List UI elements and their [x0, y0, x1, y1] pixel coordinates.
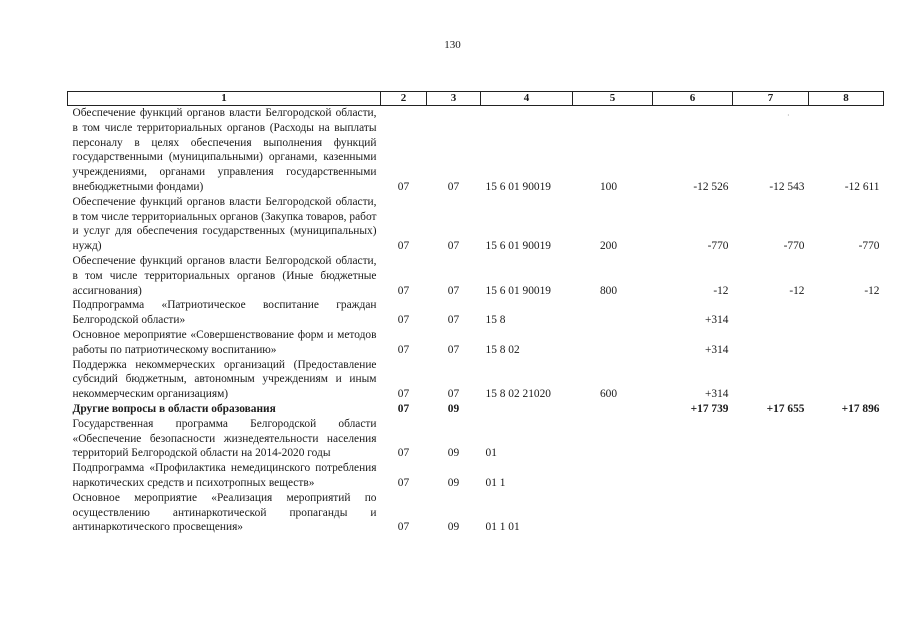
cell-c6: +314	[704, 388, 729, 401]
cell-c7	[733, 328, 809, 358]
cell-c5: 600	[599, 388, 618, 401]
cell-c5	[573, 417, 653, 461]
cell-c7	[733, 491, 809, 535]
header-cell: 5	[573, 92, 653, 106]
cell-c5: 100	[599, 180, 618, 193]
cell-c8: -770	[858, 240, 880, 253]
row-description: Обеспечение функций органов власти Белгородской области, в том числе территориальных органов (Расходы на выплаты персоналу в целях обеспечения выполнения функций государственными (муниципальными) органами, казенными учреждениями, органами управления государственными внебюджетными фондами)	[72, 107, 377, 193]
cell-c6	[653, 491, 733, 535]
cell-c4: 01	[485, 447, 497, 460]
cell-c6	[653, 417, 733, 461]
header-cell: 4	[481, 92, 573, 106]
cell-c3: 07	[447, 388, 460, 401]
cell-c6	[653, 461, 733, 491]
table-row	[68, 195, 884, 254]
cell-c8	[809, 491, 884, 535]
cell-c4: 15 8	[485, 314, 506, 327]
header-cell: 7	[733, 92, 809, 106]
cell-c7: +17 655	[766, 402, 805, 415]
cell-c5: 800	[599, 284, 618, 297]
cell-c3: 09	[447, 402, 460, 415]
cell-c7: -12 543	[769, 180, 805, 193]
table-header-row	[68, 92, 884, 106]
table-row	[68, 254, 884, 298]
table-row	[68, 491, 884, 535]
table-row	[68, 402, 884, 417]
row-description: Подпрограмма «Профилактика немедицинского потребления наркотических средств и психотропных веществ»	[72, 462, 377, 489]
row-description: Государственная программа Белгородской области «Обеспечение безопасности жизнедеятельности населения территорий Белгородской области на 2014-2020 годы	[72, 417, 377, 460]
cell-c2: 07	[397, 402, 410, 415]
cell-c2: 07	[397, 314, 410, 327]
cell-c6: -12	[713, 284, 729, 297]
cell-c2: 07	[397, 521, 410, 534]
cell-c7: -12	[789, 284, 805, 297]
cell-c8	[809, 417, 884, 461]
row-description: Поддержка некоммерческих организаций (Предоставление субсидий бюджетным, автономным учреждениям и иным некоммерческим организациям)	[72, 358, 377, 401]
stray-mark: ·	[787, 111, 790, 120]
cell-c4: 15 8 02	[485, 343, 520, 356]
cell-c7	[733, 358, 809, 402]
cell-c4: 15 6 01 90019	[485, 240, 551, 253]
header-cell: 3	[427, 92, 481, 106]
cell-c3: 07	[447, 180, 460, 193]
cell-c3: 07	[447, 240, 460, 253]
header-cell: 6	[653, 92, 733, 106]
cell-c6: -770	[707, 240, 729, 253]
cell-c6: +314	[704, 343, 729, 356]
cell-c8: +17 896	[841, 402, 880, 415]
cell-c2: 07	[397, 447, 410, 460]
cell-c2: 07	[397, 388, 410, 401]
cell-c7	[733, 298, 809, 328]
row-description: Подпрограмма «Патриотическое воспитание граждан Белгородской области»	[72, 299, 377, 327]
cell-c4: 15 6 01 90019	[485, 180, 551, 193]
cell-c2: 07	[397, 180, 410, 193]
cell-c3: 09	[447, 476, 460, 489]
cell-c4: 01 1 01	[485, 521, 520, 534]
cell-c7	[733, 461, 809, 491]
row-description: Обеспечение функций органов власти Белгородской области, в том числе территориальных органов (Закупка товаров, работ и услуг для обеспечения государственных (муниципальных) нужд)	[72, 195, 377, 253]
cell-c4: 15 6 01 90019	[485, 284, 551, 297]
cell-c8	[809, 328, 884, 358]
table-row	[68, 298, 884, 328]
cell-c6: -12 526	[693, 180, 729, 193]
cell-c5	[573, 461, 653, 491]
row-description: Основное мероприятие «Совершенствование форм и методов работы по патриотическому воспитанию»	[72, 328, 377, 356]
cell-c3: 07	[447, 314, 460, 327]
cell-c4: 15 8 02 21020	[485, 388, 551, 401]
cell-c2: 07	[397, 284, 410, 297]
cell-c3: 07	[447, 284, 460, 297]
cell-c8	[809, 461, 884, 491]
header-cell: 2	[381, 92, 427, 106]
cell-c7	[733, 417, 809, 461]
cell-c5	[573, 491, 653, 535]
cell-c7: -770	[783, 240, 805, 253]
header-cell: 8	[809, 92, 884, 106]
table-row	[68, 461, 884, 491]
cell-c2: 07	[397, 343, 410, 356]
header-cell: 1	[68, 92, 381, 106]
table-row	[68, 106, 884, 195]
cell-c4: 01 1	[485, 476, 506, 489]
row-description: Обеспечение функций органов власти Белгородской области, в том числе территориальных органов (Иные бюджетные ассигнования)	[72, 254, 377, 297]
cell-c8	[809, 298, 884, 328]
cell-c6: +17 739	[690, 402, 729, 415]
cell-c8: -12	[864, 284, 880, 297]
row-description: Основное мероприятие «Реализация мероприятий по осуществлению антинаркотической пропаганды и антинаркотического просвещения»	[72, 491, 377, 534]
table-row	[68, 358, 884, 402]
cell-c4	[481, 402, 573, 417]
cell-c8: -12 611	[844, 180, 880, 193]
table-row	[68, 328, 884, 358]
cell-c8	[809, 358, 884, 402]
table-row	[68, 417, 884, 461]
row-description: Другие вопросы в области образования	[72, 402, 276, 415]
page-number: 130	[444, 39, 461, 51]
budget-table	[67, 91, 884, 535]
cell-c2: 07	[397, 240, 410, 253]
cell-c5	[573, 328, 653, 358]
cell-c2: 07	[397, 476, 410, 489]
cell-c3: 07	[447, 343, 460, 356]
cell-c6: +314	[704, 314, 729, 327]
cell-c5	[573, 298, 653, 328]
cell-c3: 09	[447, 521, 460, 534]
cell-c5: 200	[599, 240, 618, 253]
cell-c5	[573, 402, 653, 417]
cell-c3: 09	[447, 447, 460, 460]
